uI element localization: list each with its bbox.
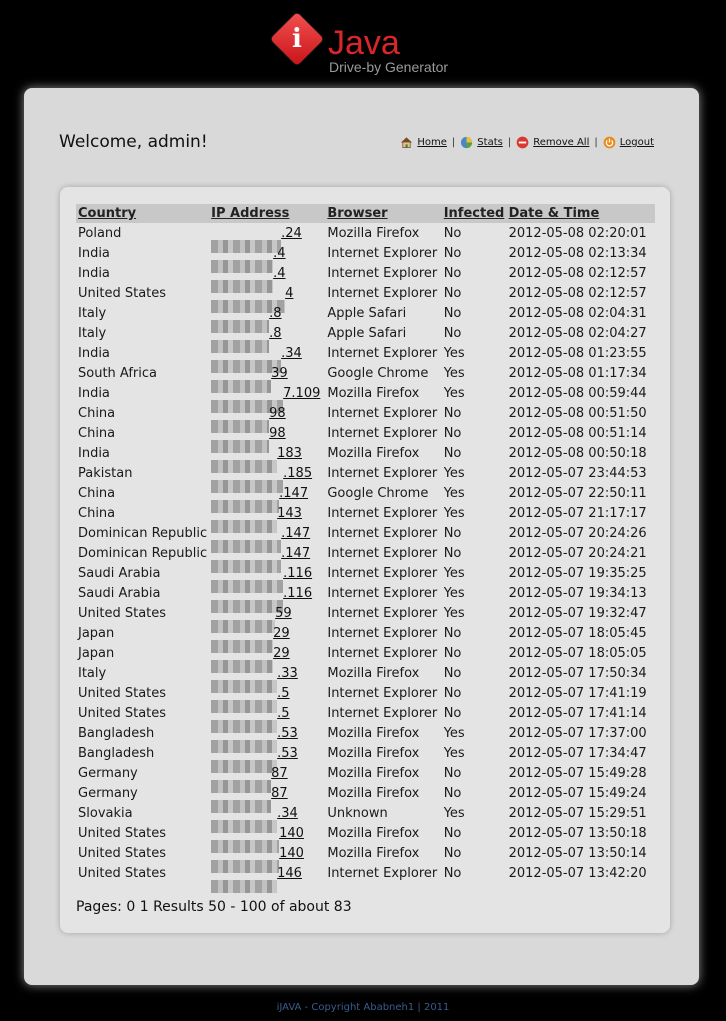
infected-cell: No (443, 305, 462, 321)
home-link[interactable]: Home (417, 137, 447, 148)
browser-cell: Mozilla Firefox (327, 665, 420, 681)
table-row (76, 343, 655, 363)
country-cell: China (78, 405, 116, 421)
infected-cell: Yes (443, 605, 465, 621)
date-time-cell: 2012-05-08 01:17:34 (508, 365, 647, 381)
date-time-cell: 2012-05-07 17:41:19 (508, 685, 647, 701)
infected-cell: Yes (443, 465, 465, 481)
infected-cell: No (443, 445, 462, 461)
infected-cell: Yes (443, 385, 465, 401)
infected-cell: No (443, 865, 462, 881)
infected-cell: No (443, 525, 462, 541)
country-cell: Italy (78, 325, 107, 341)
browser-cell: Internet Explorer (327, 285, 438, 301)
ip-address-link[interactable] (211, 546, 310, 561)
ip-address-suffix: 29 (273, 625, 290, 641)
infected-cell: No (443, 625, 462, 641)
column-header-date-time[interactable]: Date & Time (508, 206, 600, 221)
date-time-cell: 2012-05-07 17:34:47 (508, 745, 647, 761)
table-row (76, 643, 655, 663)
date-time-cell: 2012-05-07 17:37:00 (508, 725, 647, 741)
table-row (76, 243, 655, 263)
ip-address-link[interactable] (211, 646, 290, 661)
table-row (76, 303, 655, 323)
ip-address-cell (209, 643, 325, 663)
browser-cell: Mozilla Firefox (327, 845, 420, 861)
ip-address-cell (209, 503, 325, 523)
top-navigation (400, 136, 654, 149)
browser-cell: Google Chrome (327, 485, 429, 501)
ip-address-link[interactable] (211, 466, 312, 481)
country-cell: Saudi Arabia (78, 585, 161, 601)
results-box (60, 187, 670, 933)
table-row (76, 523, 655, 543)
ip-address-cell (209, 603, 325, 623)
pagination-summary: Pages: 0 1 Results 50 - 100 of about 83 (76, 899, 352, 915)
browser-cell: Internet Explorer (327, 245, 438, 261)
ip-address-link[interactable] (211, 346, 302, 361)
date-time-cell: 2012-05-07 17:50:34 (508, 665, 647, 681)
ip-address-suffix: 87 (271, 765, 288, 781)
table-row (76, 323, 655, 343)
ip-address-link[interactable] (211, 506, 302, 521)
table-row (76, 383, 655, 403)
country-cell: Saudi Arabia (78, 565, 161, 581)
ip-address-cell (209, 623, 325, 643)
footer-copyright: iJAVA - Copyright Ababneh1 | 2011 (276, 1002, 450, 1013)
ip-address-link[interactable] (211, 626, 290, 641)
nav-separator: | (594, 137, 598, 148)
country-cell: United States (78, 705, 167, 721)
date-time-cell: 2012-05-07 15:49:28 (508, 765, 647, 781)
browser-cell: Internet Explorer (327, 585, 438, 601)
date-time-cell: 2012-05-08 02:13:34 (508, 245, 647, 261)
infected-cell: No (443, 705, 462, 721)
date-time-cell: 2012-05-07 17:41:14 (508, 705, 647, 721)
table-row (76, 663, 655, 683)
date-time-cell: 2012-05-07 13:50:14 (508, 845, 647, 861)
infected-cell: Yes (443, 805, 465, 821)
browser-cell: Mozilla Firefox (327, 785, 420, 801)
table-row (76, 583, 655, 603)
ip-address-suffix: .147 (281, 525, 311, 541)
ip-address-link[interactable] (211, 586, 312, 601)
infected-cell: No (443, 265, 462, 281)
ip-address-suffix: 87 (271, 785, 288, 801)
ip-address-suffix: .24 (281, 225, 302, 241)
country-cell: Germany (78, 785, 138, 801)
table-row (76, 623, 655, 643)
browser-cell: Mozilla Firefox (327, 825, 420, 841)
date-time-cell: 2012-05-07 15:29:51 (508, 805, 647, 821)
country-cell: United States (78, 825, 167, 841)
browser-cell: Mozilla Firefox (327, 725, 420, 741)
table-row (76, 443, 655, 463)
ip-address-suffix: .147 (281, 545, 311, 561)
country-cell: India (78, 445, 110, 461)
date-time-cell: 2012-05-07 23:44:53 (508, 465, 647, 481)
browser-cell: Mozilla Firefox (327, 445, 420, 461)
ip-address-cell (209, 423, 325, 443)
ip-address-cell (209, 263, 325, 283)
date-time-cell: 2012-05-07 13:50:18 (508, 825, 647, 841)
ip-address-suffix: .185 (283, 465, 313, 481)
date-time-cell: 2012-05-07 20:24:26 (508, 525, 647, 541)
date-time-cell: 2012-05-07 18:05:45 (508, 625, 647, 641)
infected-cell: No (443, 425, 462, 441)
ip-address-suffix: .53 (277, 725, 298, 741)
ip-address-link[interactable] (211, 526, 310, 541)
ip-address-cell (209, 303, 325, 323)
power-icon (603, 136, 616, 149)
browser-cell: Internet Explorer (327, 625, 438, 641)
date-time-cell: 2012-05-08 00:51:14 (508, 425, 647, 441)
table-row (76, 423, 655, 443)
infected-cell: No (443, 825, 462, 841)
ip-address-cell (209, 803, 325, 823)
ip-address-suffix: .53 (277, 745, 298, 761)
ip-address-suffix: 143 (277, 505, 302, 521)
country-cell: Dominican Republic (78, 545, 208, 561)
ip-address-link[interactable] (211, 806, 298, 821)
ip-address-link[interactable] (211, 866, 302, 881)
ip-address-cell (209, 723, 325, 743)
ip-address-link[interactable] (211, 326, 281, 341)
logo-name: Java (328, 24, 400, 62)
ip-address-suffix: 140 (279, 845, 304, 861)
date-time-cell: 2012-05-07 13:42:20 (508, 865, 647, 881)
browser-cell: Mozilla Firefox (327, 225, 420, 241)
ip-address-cell (209, 703, 325, 723)
infected-cell: Yes (443, 745, 465, 761)
welcome-message: Welcome, admin! (59, 132, 208, 152)
infected-cell: No (443, 405, 462, 421)
infected-cell: Yes (443, 345, 465, 361)
ip-address-link[interactable] (211, 266, 285, 281)
ip-address-cell (209, 243, 325, 263)
country-cell: United States (78, 845, 167, 861)
table-row (76, 723, 655, 743)
ip-address-link[interactable] (211, 286, 293, 301)
ip-address-suffix: 183 (277, 445, 302, 461)
ip-address-suffix: .4 (273, 245, 286, 261)
infected-cell: No (443, 785, 462, 801)
browser-cell: Internet Explorer (327, 525, 438, 541)
ip-address-cell (209, 363, 325, 383)
ip-address-link[interactable] (211, 826, 304, 841)
table-row (76, 843, 655, 863)
ip-address-cell (209, 663, 325, 683)
remove-all-link[interactable]: Remove All (533, 137, 590, 148)
infected-cell: Yes (443, 365, 465, 381)
ip-address-link[interactable] (211, 786, 288, 801)
table-row (76, 543, 655, 563)
country-cell: United States (78, 605, 167, 621)
ip-address-link[interactable] (211, 666, 298, 681)
ip-address-cell (209, 463, 325, 483)
country-cell: India (78, 245, 110, 261)
ip-address-cell (209, 783, 325, 803)
ip-address-cell (209, 583, 325, 603)
date-time-cell: 2012-05-08 00:50:18 (508, 445, 647, 461)
logo-letter: i (292, 24, 302, 54)
browser-cell: Mozilla Firefox (327, 765, 420, 781)
table-row (76, 403, 655, 423)
date-time-cell: 2012-05-07 15:49:24 (508, 785, 647, 801)
country-cell: Italy (78, 665, 107, 681)
ip-address-suffix: 59 (275, 605, 292, 621)
ip-address-link[interactable] (211, 746, 298, 761)
ip-address-suffix: .34 (281, 345, 302, 361)
infections-table (76, 204, 655, 883)
date-time-cell: 2012-05-07 19:34:13 (508, 585, 647, 601)
country-cell: Bangladesh (78, 725, 155, 741)
logout-link[interactable]: Logout (619, 137, 654, 148)
date-time-cell: 2012-05-08 02:12:57 (508, 265, 647, 281)
browser-cell: Internet Explorer (327, 545, 438, 561)
remove-icon (516, 136, 529, 149)
ip-address-suffix: .4 (273, 265, 286, 281)
ip-address-link[interactable] (211, 306, 281, 321)
browser-cell: Internet Explorer (327, 265, 438, 281)
country-cell: India (78, 385, 110, 401)
ip-address-suffix: .116 (283, 565, 313, 581)
country-cell: Dominican Republic (78, 525, 208, 541)
country-cell: United States (78, 285, 167, 301)
date-time-cell: 2012-05-08 00:51:50 (508, 405, 647, 421)
table-row (76, 483, 655, 503)
ip-address-link[interactable] (211, 386, 320, 401)
country-cell: Japan (78, 645, 115, 661)
ip-address-cell (209, 683, 325, 703)
column-header-country[interactable]: Country (78, 206, 137, 221)
browser-cell: Internet Explorer (327, 405, 438, 421)
column-header-infected[interactable]: Infected (443, 206, 505, 221)
country-cell: India (78, 345, 110, 361)
ip-address-cell (209, 863, 325, 883)
date-time-cell: 2012-05-07 19:32:47 (508, 605, 647, 621)
ip-address-cell (209, 443, 325, 463)
ip-address-link[interactable] (211, 606, 292, 621)
ip-address-link[interactable] (211, 486, 308, 501)
browser-cell: Internet Explorer (327, 865, 438, 881)
ip-address-link[interactable] (211, 406, 286, 421)
browser-cell: Unknown (327, 805, 388, 821)
nav-separator: | (451, 137, 456, 148)
country-cell: India (78, 265, 110, 281)
ip-address-link[interactable] (211, 446, 302, 461)
ip-address-cell (209, 743, 325, 763)
table-row (76, 863, 655, 883)
date-time-cell: 2012-05-08 02:12:57 (508, 285, 647, 301)
browser-cell: Internet Explorer (327, 505, 438, 521)
date-time-cell: 2012-05-07 21:17:17 (508, 505, 647, 521)
table-row (76, 363, 655, 383)
table-row (76, 263, 655, 283)
ip-address-cell (209, 323, 325, 343)
infected-cell: No (443, 325, 462, 341)
date-time-cell: 2012-05-07 20:24:21 (508, 545, 647, 561)
date-time-cell: 2012-05-08 02:04:31 (508, 305, 647, 321)
country-cell: Pakistan (78, 465, 133, 481)
nav-separator: | (507, 137, 512, 148)
infected-cell: Yes (443, 505, 465, 521)
table-row (76, 603, 655, 623)
country-cell: Poland (78, 225, 122, 241)
infected-cell: Yes (443, 485, 465, 501)
ip-address-link[interactable] (211, 566, 312, 581)
ip-address-suffix: .5 (277, 705, 290, 721)
country-cell: United States (78, 685, 167, 701)
ip-address-suffix: .116 (283, 585, 313, 601)
country-cell: Slovakia (78, 805, 133, 821)
country-cell: China (78, 505, 116, 521)
infected-cell: No (443, 685, 462, 701)
date-time-cell: 2012-05-08 02:04:27 (508, 325, 647, 341)
ip-address-cell (209, 523, 325, 543)
browser-cell: Internet Explorer (327, 705, 438, 721)
infected-cell: No (443, 765, 462, 781)
browser-cell: Internet Explorer (327, 465, 438, 481)
table-row (76, 743, 655, 763)
country-cell: Bangladesh (78, 745, 155, 761)
ip-address-suffix: 98 (269, 425, 286, 441)
ip-address-link[interactable] (211, 226, 302, 241)
ip-address-suffix: .5 (277, 685, 290, 701)
browser-cell: Internet Explorer (327, 645, 438, 661)
ip-address-cell (209, 763, 325, 783)
infected-cell: Yes (443, 585, 465, 601)
ip-address-suffix: .33 (277, 665, 298, 681)
ip-address-link[interactable] (211, 686, 289, 701)
ip-address-suffix: 7.109 (283, 385, 321, 401)
table-row (76, 223, 655, 243)
browser-cell: Internet Explorer (327, 565, 438, 581)
infected-cell: No (443, 845, 462, 861)
infected-cell: No (443, 665, 462, 681)
browser-cell: Internet Explorer (327, 425, 438, 441)
table-row (76, 803, 655, 823)
ip-address-cell (209, 823, 325, 843)
table-row (76, 683, 655, 703)
logo (270, 10, 460, 80)
browser-cell: Internet Explorer (327, 605, 438, 621)
infected-cell: No (443, 285, 462, 301)
country-cell: China (78, 485, 116, 501)
ip-address-link[interactable] (211, 846, 304, 861)
ip-address-link[interactable] (211, 426, 286, 441)
infected-cell: No (443, 225, 462, 241)
table-body (76, 223, 655, 883)
ip-address-cell (209, 343, 325, 363)
ip-address-suffix: .147 (279, 485, 309, 501)
table-row (76, 763, 655, 783)
home-icon (400, 136, 413, 149)
logo-subtitle: Drive-by Generator (329, 59, 449, 75)
browser-cell: Google Chrome (327, 365, 429, 381)
ip-address-cell (209, 563, 325, 583)
table-row (76, 503, 655, 523)
stats-link[interactable]: Stats (477, 137, 503, 148)
browser-cell: Apple Safari (327, 325, 407, 341)
stats-pie-icon (460, 136, 473, 149)
ip-address-cell (209, 483, 325, 503)
ip-address-link[interactable] (211, 366, 288, 381)
ip-address-cell (209, 223, 325, 243)
ip-address-link[interactable] (211, 706, 289, 721)
browser-cell: Internet Explorer (327, 685, 438, 701)
ip-address-link[interactable] (211, 246, 285, 261)
date-time-cell: 2012-05-08 01:23:55 (508, 345, 647, 361)
ip-address-suffix: 98 (269, 405, 286, 421)
country-cell: Germany (78, 765, 138, 781)
date-time-cell: 2012-05-07 19:35:25 (508, 565, 647, 581)
column-header-browser[interactable]: Browser (327, 206, 388, 221)
country-cell: Japan (78, 625, 115, 641)
country-cell: China (78, 425, 116, 441)
date-time-cell: 2012-05-08 02:20:01 (508, 225, 647, 241)
ip-address-suffix: 39 (271, 365, 288, 381)
browser-cell: Apple Safari (327, 305, 407, 321)
table-header-row (76, 204, 655, 223)
table-row (76, 823, 655, 843)
browser-cell: Internet Explorer (327, 345, 438, 361)
ip-address-link[interactable] (211, 726, 298, 741)
ip-address-cell (209, 543, 325, 563)
ip-address-link[interactable] (211, 766, 288, 781)
column-header-ip-address[interactable]: IP Address (211, 206, 290, 221)
infected-cell: Yes (443, 565, 465, 581)
ip-address-cell (209, 843, 325, 863)
country-cell: United States (78, 865, 167, 881)
ip-address-cell (209, 403, 325, 423)
date-time-cell: 2012-05-07 18:05:05 (508, 645, 647, 661)
infected-cell: Yes (443, 725, 465, 741)
ip-address-cell (209, 383, 325, 403)
country-cell: South Africa (78, 365, 157, 381)
date-time-cell: 2012-05-08 00:59:44 (508, 385, 647, 401)
table-row (76, 563, 655, 583)
table-row (76, 703, 655, 723)
infected-cell: No (443, 245, 462, 261)
browser-cell: Mozilla Firefox (327, 745, 420, 761)
ip-address-suffix: .34 (277, 805, 298, 821)
infected-cell: No (443, 645, 462, 661)
ip-address-cell (209, 283, 325, 303)
ip-address-suffix: 146 (277, 865, 302, 881)
main-panel (24, 88, 699, 985)
infected-cell: No (443, 545, 462, 561)
country-cell: Italy (78, 305, 107, 321)
table-row (76, 463, 655, 483)
table-row (76, 783, 655, 803)
date-time-cell: 2012-05-07 22:50:11 (508, 485, 647, 501)
table-row (76, 283, 655, 303)
ip-address-suffix: 29 (273, 645, 290, 661)
ip-address-suffix: 4 (285, 285, 294, 301)
ip-address-suffix: 140 (279, 825, 304, 841)
ip-address-suffix: .8 (269, 325, 282, 341)
ip-address-suffix: .8 (269, 305, 282, 321)
browser-cell: Mozilla Firefox (327, 385, 420, 401)
